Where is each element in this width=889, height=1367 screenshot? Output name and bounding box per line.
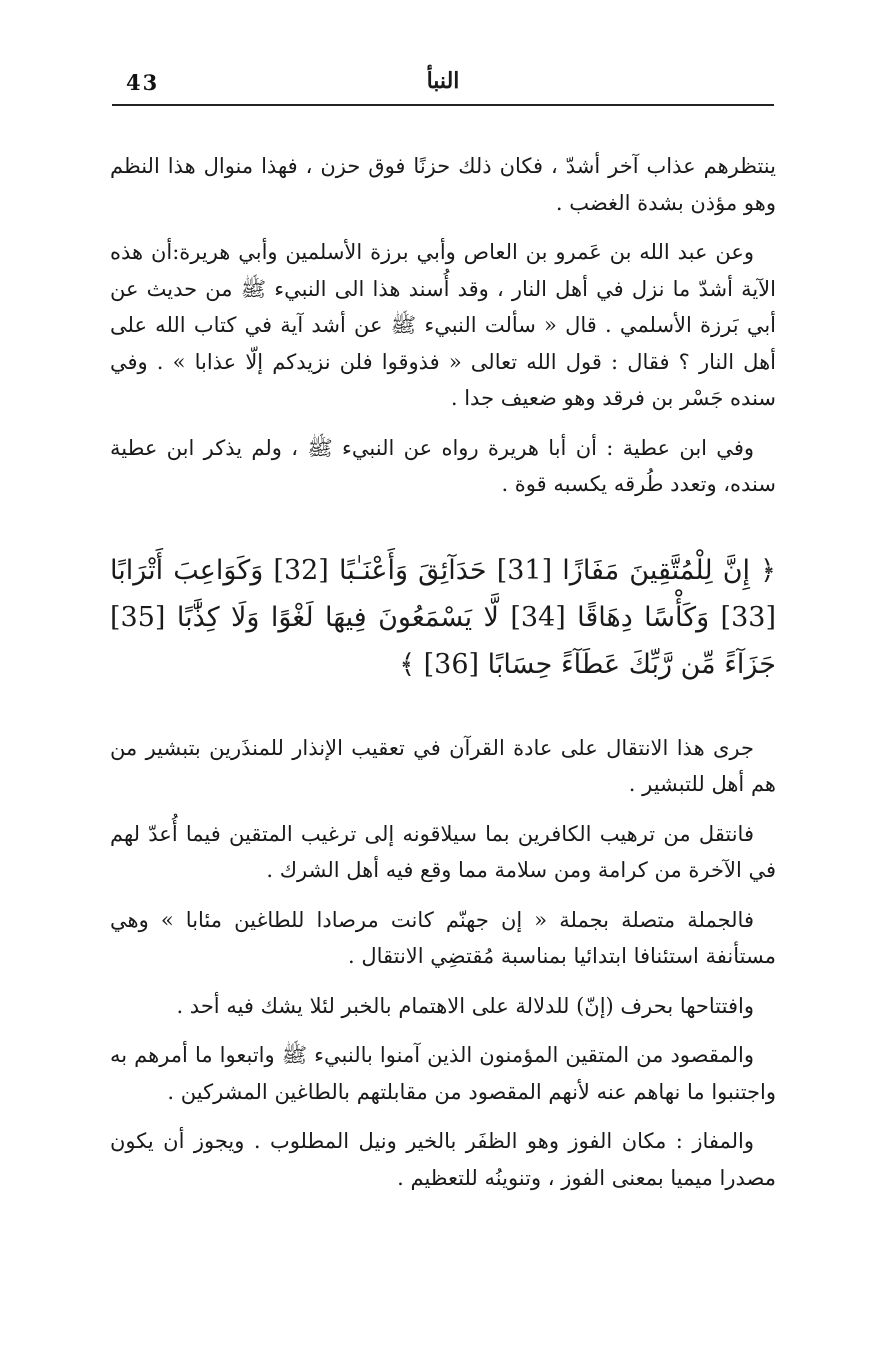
paragraph: ينتظرهم عذاب آخر أشدّ ، فكان ذلك حزنًا فوق حزن ، فهذا منوال هذا النظم وهو مؤذن بشدة الغضب .	[110, 154, 776, 215]
body-text	[110, 148, 776, 1209]
paragraph: والمفاز : مكان الفوز وهو الظفَر بالخير ونيل المطلوب . ويجوز أن يكون مصدرا ميميا بمعنى الفوز ، وتنوينُه للتعظيم .	[110, 1129, 776, 1190]
paragraph: فانتقل من ترهيب الكافرين بما سيلاقونه إلى ترغيب المتقين فيما أُعدّ لهم في الآخرة من كرامة ومن سلامة مما وقع فيه أهل الشرك .	[110, 821, 776, 882]
verse-line: [33] وَكَأْسًا دِهَاقًا [34] لَّا يَسْمَعُونَ فِيهَا لَغْوًا وَلَا كِذَّٰبًا [35]	[110, 601, 776, 633]
page-number: 43	[126, 70, 160, 95]
verse-line: ﴿ إِنَّ لِلْمُتَّقِينَ مَفَازًا [31] حَدَآئِقَ وَأَعْنَـٰبًا [32] وَكَوَاعِبَ أَتْرَابًا	[110, 554, 776, 586]
paragraph: جرى هذا الانتقال على عادة القرآن في تعقيب الإنذار للمنذَرين بتبشير من هم أهل للتبشير .	[110, 735, 776, 796]
paragraph: فالجملة متصلة بجملة « إن جهنّم كانت مرصادا للطاغين مئابا » وهي مستأنفة استئنافا ابتدائيا بمناسبة مُقتضِي الانتقال .	[110, 907, 776, 968]
surah-title: النبأ	[426, 68, 460, 94]
paragraph: وفي ابن عطية : أن أبا هريرة رواه عن النبيء ﷺ ، ولم يذكر ابن عطية سنده، وتعدد طُرقه يكسبه قوة .	[110, 435, 776, 496]
paragraph: وعن عبد الله بن عَمرو بن العاص وأبي برزة الأسلمين وأبي هريرة:أن هذه الآية أشدّ ما نزل في أهل النار ، وقد أُسند هذا الى النبيء ﷺ من حديث عن أبي بَرزة الأسلمي . قال « سألت النبيء ﷺ عن أشد آية في كتاب الله على أهل النار ؟ فقال : قول الله تعالى « فذوقوا فلن نزيدكم إلّا عذابا » . وفي سنده جَسْر بن فرقد وهو ضعيف جدا .	[110, 240, 776, 410]
verse-line: جَزَآءً مِّن رَّبِّكَ عَطَآءً حِسَابًا [36] ﴾	[399, 648, 776, 680]
header-divider	[112, 104, 774, 106]
running-header	[112, 62, 774, 102]
paragraph: وافتتاحها بحرف (إنّ) للدلالة على الاهتمام بالخبر لئلا يشك فيه أحد .	[176, 993, 754, 1018]
quran-verse-block	[110, 547, 776, 688]
paragraph: والمقصود من المتقين المؤمنون الذين آمنوا بالنبيء ﷺ واتبعوا ما أمرهم به واجتنبوا ما نهاهم عنه لأنهم المقصود من مقابلتهم بالطاغين المشركين .	[110, 1043, 776, 1104]
